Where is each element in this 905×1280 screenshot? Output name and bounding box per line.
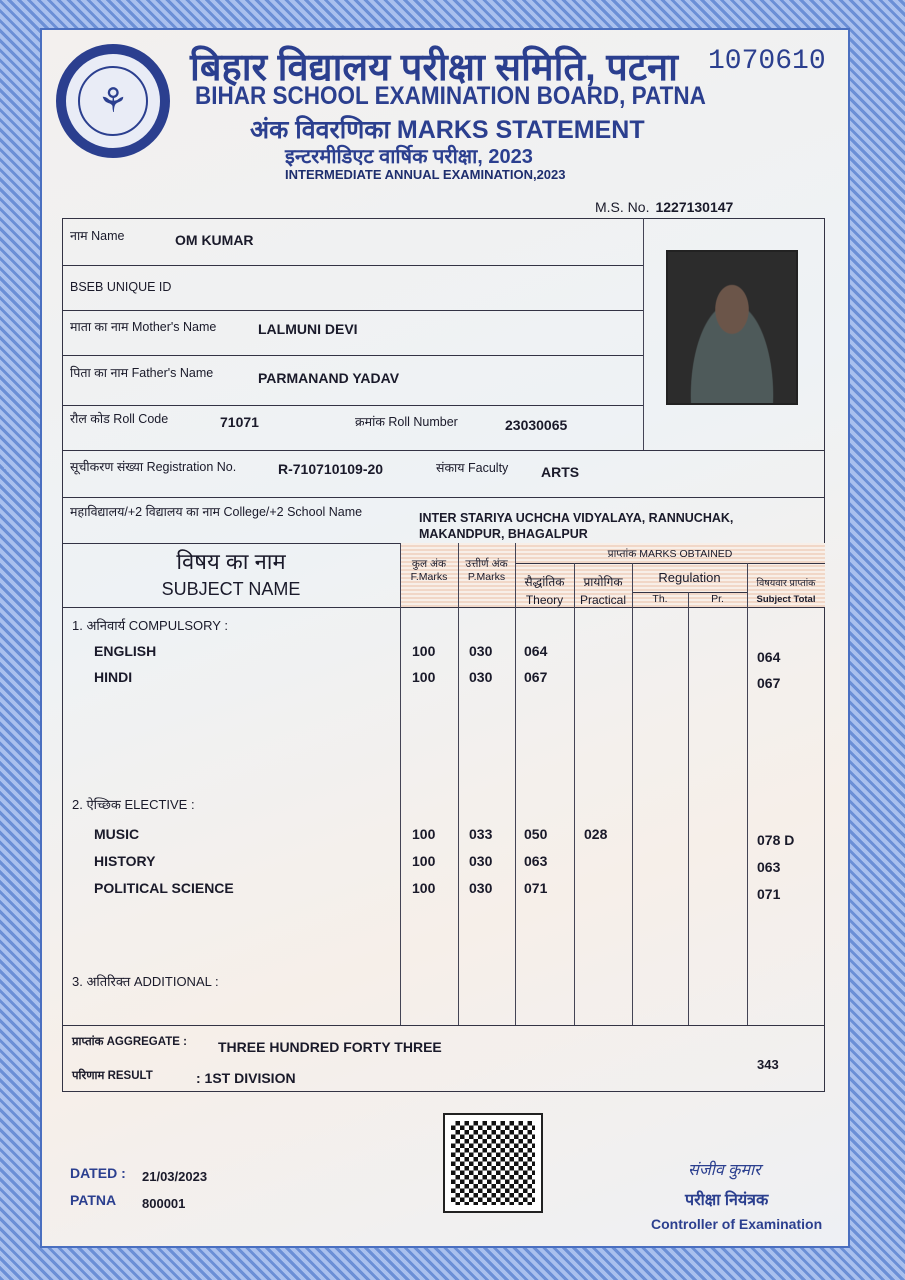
subject-theory-marks: 063 bbox=[524, 853, 548, 869]
subject-p-marks: 030 bbox=[469, 853, 493, 869]
subject-name: HINDI bbox=[94, 669, 133, 685]
issue-date: 21/03/2023 bbox=[142, 1169, 208, 1184]
father-name: PARMANAND YADAV bbox=[258, 370, 400, 386]
subject-theory-marks: 067 bbox=[524, 669, 548, 685]
subject-total-marks: 063 bbox=[757, 859, 781, 875]
subject-name: MUSIC bbox=[94, 826, 140, 842]
college-name: INTER STARIYA UCHCHA VIDYALAYA, RANNUCHAK, MAKANDPUR, BHAGALPUR bbox=[419, 511, 734, 541]
aggregate-words: THREE HUNDRED FORTY THREE bbox=[218, 1039, 442, 1055]
ms-number bbox=[595, 199, 733, 215]
subject-total-header-hindi: विषयवार प्राप्तांक bbox=[756, 578, 816, 589]
section-compulsory: 1. अनिवार्य COMPULSORY : bbox=[72, 618, 228, 633]
subject-name: POLITICAL SCIENCE bbox=[94, 880, 234, 896]
result-value: : 1ST DIVISION bbox=[196, 1070, 296, 1086]
student-name: OM KUMAR bbox=[175, 232, 254, 248]
exam-title-hindi: इन्टरमीडिएट वार्षिक परीक्षा, 2023 bbox=[285, 146, 533, 168]
board-title-hindi: बिहार विद्यालय परीक्षा समिति, पटना bbox=[190, 47, 678, 89]
board-seal-logo: ⚘ bbox=[56, 44, 170, 158]
subject-header-hindi: विषय का नाम bbox=[176, 549, 286, 574]
roll-code-label: रौल कोड Roll Code bbox=[70, 412, 169, 426]
subject-p-marks: 030 bbox=[469, 669, 493, 685]
ms-value: 1227130147 bbox=[655, 199, 734, 215]
subject-total-marks: 078 D bbox=[757, 832, 795, 848]
ms-label: M.S. No. bbox=[595, 199, 650, 215]
theory-header-hindi: सैद्धांतिक bbox=[524, 575, 565, 589]
subject-theory-marks: 071 bbox=[524, 880, 548, 896]
subject-header: SUBJECT NAME bbox=[161, 579, 301, 599]
subject-theory-marks: 064 bbox=[524, 643, 548, 659]
mother-name: LALMUNI DEVI bbox=[258, 321, 358, 337]
student-photo bbox=[666, 250, 798, 405]
subject-f-marks: 100 bbox=[412, 826, 436, 842]
name-label: नाम Name bbox=[70, 229, 125, 243]
subject-practical-marks: 028 bbox=[584, 826, 608, 842]
aggregate-label: प्राप्तांक AGGREGATE : bbox=[72, 1036, 187, 1048]
reg-th-header: Th. bbox=[652, 593, 668, 605]
practical-header: Practical bbox=[579, 593, 626, 607]
place-label: PATNA bbox=[70, 1192, 117, 1208]
roll-code: 71071 bbox=[220, 414, 259, 430]
board-title: BIHAR SCHOOL EXAMINATION BOARD, PATNA bbox=[195, 82, 706, 110]
practical-header-hindi: प्रायोगिक bbox=[583, 575, 623, 589]
registration-label: सूचीकरण संख्या Registration No. bbox=[70, 460, 237, 474]
section-additional: 3. अतिरिक्त ADDITIONAL : bbox=[72, 974, 219, 989]
serial-number: 1070610 bbox=[708, 46, 826, 77]
mother-label: माता का नाम Mother's Name bbox=[70, 320, 217, 334]
subject-theory-marks: 050 bbox=[524, 826, 548, 842]
reg-pr-header: Pr. bbox=[711, 593, 724, 605]
subject-p-marks: 030 bbox=[469, 643, 493, 659]
roll-number-label: क्रमांक Roll Number bbox=[355, 415, 458, 429]
subject-f-marks: 100 bbox=[412, 853, 436, 869]
fmarks-header: कुल अंक F.Marks bbox=[410, 558, 448, 583]
faculty: ARTS bbox=[541, 464, 580, 480]
college-label: महाविद्यालय/+2 विद्यालय का नाम College/+2 School Name bbox=[70, 505, 363, 519]
subject-f-marks: 100 bbox=[412, 643, 436, 659]
registration-number: R-710710109-20 bbox=[278, 461, 384, 477]
subject-f-marks: 100 bbox=[412, 880, 436, 896]
subject-p-marks: 030 bbox=[469, 880, 493, 896]
qr-code bbox=[443, 1113, 543, 1213]
theory-header: Theory bbox=[525, 593, 564, 607]
pmarks-header: उत्तीर्ण अंक P.Marks bbox=[465, 558, 508, 583]
controller-signature: संजीव कुमार bbox=[688, 1162, 761, 1179]
roll-number: 23030065 bbox=[505, 417, 568, 433]
dated-label: DATED : bbox=[70, 1165, 126, 1181]
regulation-header: Regulation bbox=[658, 570, 721, 585]
subject-total-marks: 067 bbox=[757, 675, 781, 691]
uid-label: BSEB UNIQUE ID bbox=[70, 280, 172, 294]
subject-name: HISTORY bbox=[94, 853, 156, 869]
controller-title: Controller of Examination bbox=[651, 1216, 823, 1232]
section-elective: 2. ऐच्छिक ELECTIVE : bbox=[72, 797, 195, 812]
result-label: परिणाम RESULT bbox=[72, 1070, 153, 1082]
marks-obtained-header: प्राप्तांक MARKS OBTAINED bbox=[607, 548, 733, 560]
subject-name: ENGLISH bbox=[94, 643, 157, 659]
subject-total-marks: 064 bbox=[757, 649, 781, 665]
aggregate-total: 343 bbox=[757, 1057, 779, 1072]
subject-f-marks: 100 bbox=[412, 669, 436, 685]
subject-total-marks: 071 bbox=[757, 886, 781, 902]
exam-title: INTERMEDIATE ANNUAL EXAMINATION,2023 bbox=[285, 167, 566, 182]
father-label: पिता का नाम Father's Name bbox=[70, 366, 214, 380]
subject-total-header: Subject Total bbox=[756, 594, 816, 605]
pin-code: 800001 bbox=[142, 1196, 186, 1211]
subject-p-marks: 033 bbox=[469, 826, 493, 842]
controller-title-hindi: परीक्षा नियंत्रक bbox=[685, 1192, 769, 1209]
document-title: अंक विवरणिका MARKS STATEMENT bbox=[250, 116, 645, 144]
faculty-label: संकाय Faculty bbox=[436, 461, 509, 475]
